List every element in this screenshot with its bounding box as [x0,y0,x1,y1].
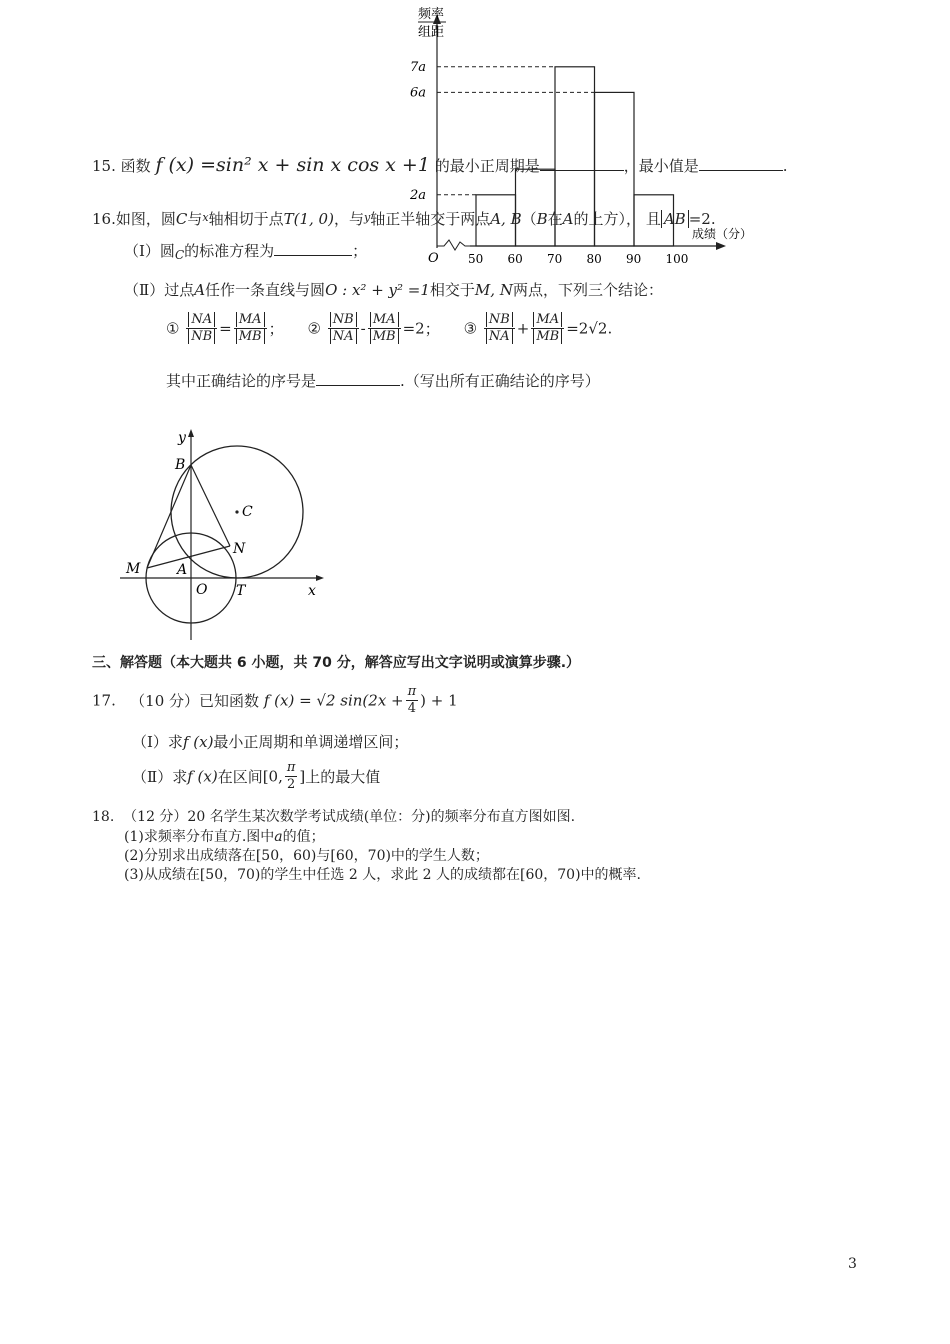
q18-part-3: (3)从成绩在[50，70)的学生中任选 2 人，求此 2 人的成绩都在[60，70)中的概率. [124,867,642,883]
q18-s1-a: a [274,829,283,845]
q17-func-b: ) + 1 [420,691,458,710]
numerator [531,312,564,329]
x-tick-label: 70 [547,252,563,266]
frequency-histogram [400,0,753,270]
ma: MA [236,312,265,327]
conclusion-3-marker: ③ [463,319,478,338]
question-15 [92,154,788,176]
fraction-na-nb [186,312,217,345]
question-18 [92,806,575,826]
q16-x: x [202,211,209,224]
q15-prefix: 函数 [120,157,151,175]
eq-2: =2 [402,319,425,338]
ma: MA [370,312,399,327]
q17-intro: （10 分）已知函数 [130,692,260,710]
q16-abs-ab: AB [661,210,689,228]
q16-p2-mn: M, N [474,281,513,299]
q16-p1-answer-blank[interactable] [274,241,352,256]
numerator [484,312,515,329]
q16-period: . [710,210,716,228]
eq-3: =2√2 [566,319,608,338]
x-tick-label: 90 [626,252,642,266]
x-tick-label: 50 [468,252,484,266]
minus: - [360,319,366,338]
ma: MA [533,312,562,327]
fig-label-t: T [236,583,246,599]
q16-text: 如图，圆 [115,210,176,228]
q16-y: y [363,211,371,224]
q17-interval-a: [0, [262,767,283,786]
q16-point-t: T(1, 0) [283,210,334,228]
q16-part-1 [124,240,367,262]
q18-s1: (1)求频率分布直方.图中 [124,829,275,845]
y-tick-label: 2a [410,187,427,203]
q17-p1-text: 最小正周期和单调递增区间； [213,733,409,751]
denominator [368,329,401,345]
q18-text: （12 分）20 名学生某次数学考试成绩(单位：分)的频率分布直方图如图. [123,809,576,825]
q17-p1-label: （Ⅰ）求 [132,733,183,751]
q16-points-ab: A, B [490,210,522,228]
y-tick-label: 6a [410,85,427,101]
fig-label-x: x [308,583,316,599]
q16-p1-c: C [174,248,185,262]
q16-text: 的上方）， [573,210,642,228]
q16-p1-end: ； [352,242,368,260]
y-label-top: 频率 [418,7,445,22]
na: NA [330,329,357,344]
x-tick-label: 60 [507,252,523,266]
circle-figure [110,425,340,645]
fig-label-o: O [196,582,208,598]
fig-label-a: A [177,562,188,578]
nb: NB [486,312,513,327]
q17-number: 17. [92,691,116,710]
center-c-dot [235,510,238,513]
eq: = [219,319,232,338]
origin-label: O [428,251,439,266]
fig-label-c: C [242,504,253,520]
q16-b: B [536,210,548,228]
q16-part-2 [124,279,663,300]
q17-part-1 [132,731,408,752]
y-tick-label: 7a [410,59,427,75]
x-label: 成绩（分） [692,227,753,241]
two: 2 [287,777,296,792]
q15-answer-blank-1[interactable] [540,156,624,171]
denominator [484,329,515,345]
denominator [186,329,217,345]
q17-p2-end: 上的最大值 [305,768,381,786]
question-16 [92,208,716,229]
q17-func-a: f (x) = √2 sin(2x + [263,691,404,710]
x-tick-label: 100 [665,252,689,266]
pi-over-2 [285,760,298,793]
semi: ； [424,320,440,338]
q15-number: 15. [92,157,116,175]
fig-label-y: y [178,430,186,446]
pi: π [407,684,417,699]
q15-period-text: 的最小正周期是 [434,157,540,175]
q16-p2-label: （Ⅱ）过点 [124,281,195,299]
nb: NB [188,329,215,344]
fraction-ma-mb-3 [531,312,564,345]
numerator [368,312,401,329]
numerator [328,312,359,329]
numerator [234,312,267,329]
q16-conclusions [166,312,612,345]
page-number: 3 [848,1256,857,1272]
question-17 [92,684,458,717]
q16-text: 轴相切于点 [208,210,284,228]
q17-part-2 [132,760,380,793]
dot: . [607,319,613,338]
y-label-bottom: 组距 [418,25,445,40]
q16-p2-circle-eq: O : x² + y² =1 [325,281,430,299]
fraction-ma-mb-2 [368,312,401,345]
denominator [328,329,359,345]
fig-label-m: M [126,561,141,577]
q18-part-2: (2)分别求出成绩落在[50，60)与[60，70)中的学生人数； [124,848,489,864]
q17-p2-f: f (x) [187,767,218,786]
q16-circle-c: C [175,210,188,228]
mb: MB [370,329,399,344]
q16-eq: =2 [688,210,711,228]
q16-text: （ [521,210,537,228]
fig-label-b: B [175,457,186,473]
pi-over-4 [406,684,419,717]
q16-p2-text: 任作一条直线与圆 [205,281,326,299]
q16-number: 16. [92,210,116,228]
q18-part-1 [124,826,325,846]
q16-text: 与 [187,210,203,228]
fig-label-n: N [233,541,246,557]
fraction-nb-na-3 [484,312,515,345]
denominator [531,329,564,345]
axis-break [437,240,470,250]
segment-mn [147,546,230,568]
q17-p2-text: 在区间 [217,768,263,786]
q16-p1-label: （Ⅰ）圆 [124,242,175,260]
q16-text: 且 [645,210,661,228]
pi: π [286,760,296,775]
na: NA [486,329,513,344]
conclusion-1-marker: ① [166,319,180,338]
nb: NB [330,312,357,327]
x-axis-arrow [716,242,726,250]
q16-text: 轴正半轴交于两点 [370,210,491,228]
q17-p2-label: （Ⅱ）求 [132,768,188,786]
q17-interval-b: ] [299,767,306,786]
q15-function: f (x) =sin² x + sin x cos x +1 [155,154,430,176]
q16-text: 在 [547,210,563,228]
mb: MB [533,329,562,344]
numerator [186,312,217,329]
q16-p1-text: 的标准方程为 [184,242,275,260]
fraction-ma-mb [234,312,267,345]
na: NA [188,312,215,327]
q16-p2-text: 相交于 [429,281,475,299]
conclusion-2-marker: ② [307,319,321,338]
mb: MB [236,329,265,344]
q15-min-text: ，最小值是 [623,157,699,175]
four: 4 [407,701,417,716]
fraction-nb-na [328,312,359,345]
q18-number: 18. [92,809,115,825]
q16-p2-a: A [194,281,206,299]
q16-conclusion-text: 其中正确结论的序号是 [166,372,317,390]
q16-p2-text: 两点，下列三个结论： [512,281,663,299]
q17-p1-f: f (x) [182,733,214,751]
q16-conclusion-end: .（写出所有正确结论的序号） [400,372,600,390]
q16-a: A [562,210,574,228]
plus: + [516,319,530,338]
q16-text: ，与 [333,210,364,228]
denominator [234,329,267,345]
q15-answer-blank-2[interactable] [699,156,783,171]
fig-y-arrow [188,429,194,437]
q16-p2-answer-blank[interactable] [316,371,400,386]
q15-end: . [782,157,788,175]
semi: ； [268,320,284,338]
q16-conclusion-line [166,370,600,391]
fig-x-arrow [316,575,324,581]
q18-s1-end: 的值； [282,829,325,845]
x-tick-label: 80 [586,252,602,266]
section-3-heading: 三、解答题（本大题共 6 小题，共 70 分，解答应写出文字说明或演算步骤.） [92,655,581,671]
